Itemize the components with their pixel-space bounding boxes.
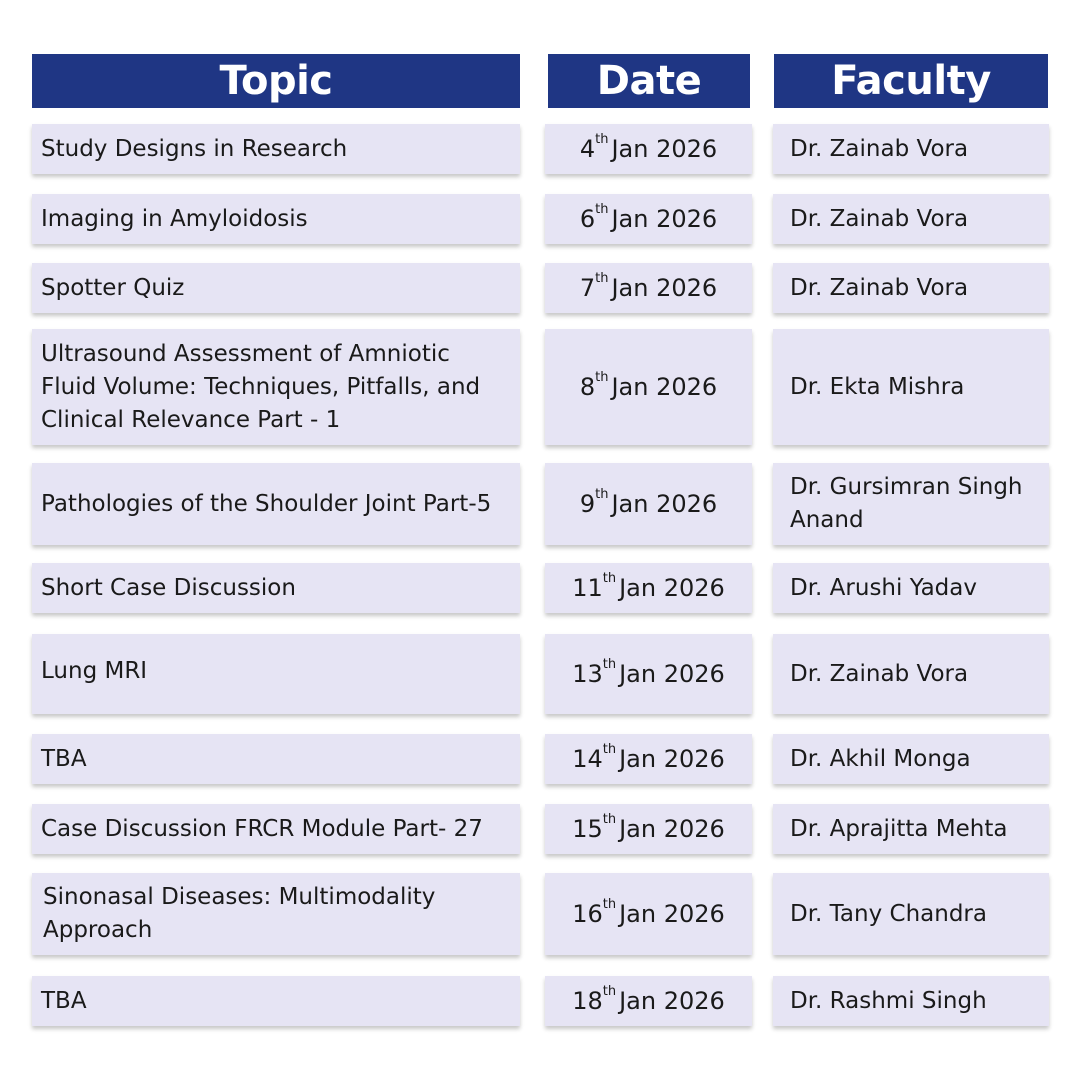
date-month-year: Jan 2026 bbox=[619, 744, 725, 773]
topic-cell bbox=[32, 634, 520, 714]
faculty-cell bbox=[773, 734, 1049, 784]
date-month-year: Jan 2026 bbox=[611, 372, 718, 401]
topic-text: TBA bbox=[41, 987, 87, 1014]
date-day: 6 bbox=[579, 204, 596, 233]
date-month-year: Jan 2026 bbox=[611, 273, 718, 302]
topic-cell bbox=[32, 263, 520, 313]
faculty-text: Dr. Aprajitta Mehta bbox=[790, 815, 1008, 842]
topic-cell bbox=[32, 976, 520, 1026]
faculty-text: Dr. Arushi Yadav bbox=[790, 574, 977, 601]
date-cell bbox=[545, 194, 752, 244]
date-day: 11 bbox=[572, 573, 603, 602]
date-cell bbox=[545, 463, 752, 545]
faculty-cell bbox=[773, 563, 1049, 613]
date-month-year: Jan 2026 bbox=[619, 986, 725, 1015]
date-day: 8 bbox=[579, 372, 596, 401]
faculty-text: Dr. Gursimran Singh Anand bbox=[790, 474, 1023, 533]
topic-text: Study Designs in Research bbox=[41, 135, 348, 162]
date-day: 18 bbox=[572, 986, 603, 1015]
date-month-year: Jan 2026 bbox=[619, 899, 725, 928]
date-day: 16 bbox=[572, 899, 603, 928]
date-month-year: Jan 2026 bbox=[619, 573, 725, 602]
topic-cell bbox=[32, 124, 520, 174]
faculty-cell bbox=[773, 263, 1049, 313]
date-month-year: Jan 2026 bbox=[619, 814, 725, 843]
date-month-year: Jan 2026 bbox=[611, 489, 718, 518]
date-suffix: th bbox=[595, 270, 609, 286]
date-suffix: th bbox=[602, 896, 617, 912]
date-suffix: th bbox=[595, 131, 609, 147]
date-cell bbox=[545, 124, 752, 174]
faculty-text: Dr. Akhil Monga bbox=[790, 745, 971, 772]
topic-cell bbox=[32, 563, 520, 613]
topic-text: Case Discussion FRCR Module Part- 27 bbox=[41, 815, 483, 842]
topic-cell bbox=[32, 804, 520, 854]
date-suffix: th bbox=[602, 741, 617, 757]
topic-text: TBA bbox=[41, 745, 87, 772]
date-cell bbox=[545, 734, 752, 784]
date-day: 9 bbox=[579, 489, 596, 518]
topic-header: Topic bbox=[32, 54, 520, 108]
faculty-cell bbox=[773, 873, 1049, 955]
topic-text: Short Case Discussion bbox=[41, 574, 296, 601]
faculty-text: Dr. Rashmi Singh bbox=[790, 987, 987, 1014]
date-month-year: Jan 2026 bbox=[611, 134, 718, 163]
topic-cell bbox=[32, 873, 520, 955]
topic-text: Pathologies of the Shoulder Joint Part-5 bbox=[41, 490, 492, 517]
date-day: 13 bbox=[572, 659, 603, 688]
faculty-cell bbox=[773, 634, 1049, 714]
faculty-text: Dr. Zainab Vora bbox=[790, 205, 969, 232]
topic-text: Ultrasound Assessment of Amniotic Fluid Volume: Techniques, Pitfalls, and Clinical Relevance Part - 1 bbox=[41, 340, 481, 433]
date-day: 4 bbox=[579, 134, 596, 163]
faculty-cell bbox=[773, 463, 1049, 545]
date-cell bbox=[545, 329, 752, 445]
date-day: 14 bbox=[572, 744, 603, 773]
topic-cell bbox=[32, 463, 520, 545]
faculty-cell bbox=[773, 124, 1049, 174]
faculty-cell bbox=[773, 329, 1049, 445]
date-cell bbox=[545, 873, 752, 955]
date-cell bbox=[545, 634, 752, 714]
topic-text: Spotter Quiz bbox=[41, 274, 185, 301]
date-day: 7 bbox=[579, 273, 596, 302]
date-cell bbox=[545, 263, 752, 313]
topic-text: Imaging in Amyloidosis bbox=[41, 205, 308, 232]
faculty-text: Dr. Zainab Vora bbox=[790, 660, 969, 687]
topic-cell bbox=[32, 734, 520, 784]
faculty-header: Faculty bbox=[774, 54, 1048, 108]
date-suffix: th bbox=[602, 656, 617, 672]
date-suffix: th bbox=[595, 486, 609, 502]
topic-cell bbox=[32, 329, 520, 445]
faculty-cell bbox=[773, 976, 1049, 1026]
date-suffix: th bbox=[595, 369, 609, 385]
date-suffix: th bbox=[595, 201, 609, 217]
date-cell bbox=[545, 804, 752, 854]
date-month-year: Jan 2026 bbox=[619, 659, 725, 688]
date-suffix: th bbox=[602, 570, 617, 586]
date-cell bbox=[545, 976, 752, 1026]
faculty-text: Dr. Zainab Vora bbox=[790, 274, 969, 301]
faculty-cell bbox=[773, 194, 1049, 244]
faculty-text: Dr. Tany Chandra bbox=[790, 900, 987, 927]
topic-text: Sinonasal Diseases: Multimodality Approach bbox=[43, 884, 436, 943]
date-day: 15 bbox=[572, 814, 603, 843]
topic-text: Lung MRI bbox=[41, 658, 148, 684]
date-header: Date bbox=[548, 54, 750, 108]
faculty-text: Dr. Ekta Mishra bbox=[790, 373, 965, 400]
date-cell bbox=[545, 563, 752, 613]
faculty-text: Dr. Zainab Vora bbox=[790, 135, 969, 162]
faculty-cell bbox=[773, 804, 1049, 854]
date-suffix: th bbox=[602, 811, 617, 827]
topic-cell bbox=[32, 194, 520, 244]
date-month-year: Jan 2026 bbox=[611, 204, 718, 233]
date-suffix: th bbox=[602, 983, 617, 999]
